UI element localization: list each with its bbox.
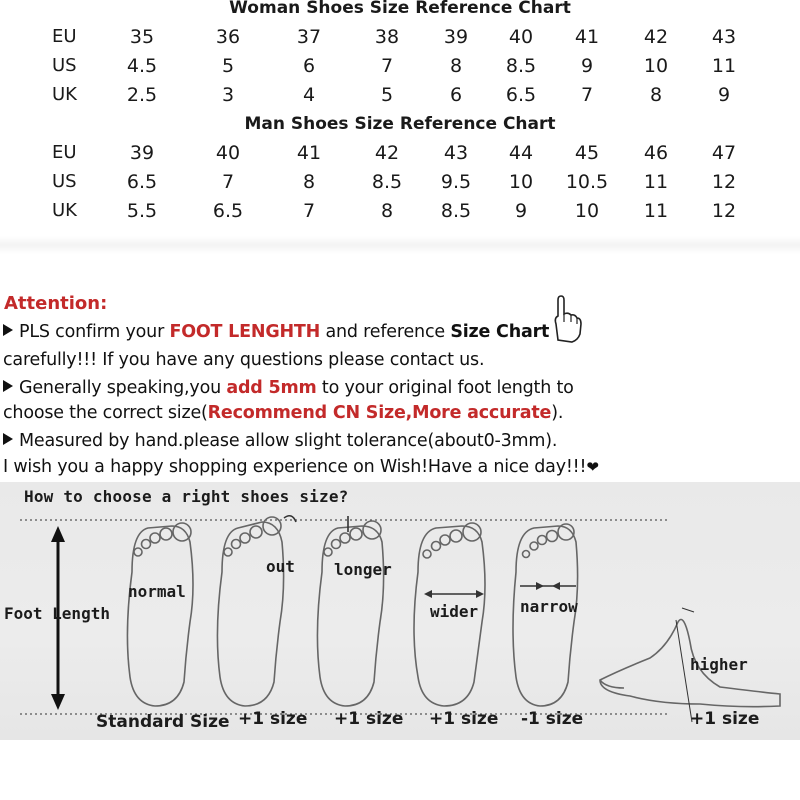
size-cell: 10 <box>574 200 600 222</box>
size-cell: 8.5 <box>505 55 537 77</box>
size-cell: 38 <box>374 26 400 48</box>
size-cell: 4 <box>302 84 316 106</box>
size-cell: 9 <box>717 84 731 106</box>
size-cell: 10 <box>643 55 669 77</box>
size-cell: 8.5 <box>440 200 472 222</box>
row-label: US <box>52 55 77 76</box>
size-cell: 5 <box>221 55 235 77</box>
attention-line-1: PLS confirm your FOOT LENGHTH and reference Size Chart <box>3 322 549 342</box>
foot-type-longer: longer <box>334 560 392 579</box>
woman-chart-title: Woman Shoes Size Reference Chart <box>229 0 571 18</box>
diagram-title: How to choose a right shoes size? <box>24 487 349 506</box>
divider <box>0 236 800 254</box>
size-cell: 45 <box>574 142 600 164</box>
size-standard: Standard Size <box>96 712 230 732</box>
triangle-bullet-icon <box>3 380 13 392</box>
woman-row-us <box>0 55 800 81</box>
row-label: UK <box>52 84 77 105</box>
woman-row-eu <box>0 26 800 52</box>
size-cell: 44 <box>508 142 534 164</box>
size-cell: 6.5 <box>126 171 158 193</box>
row-label: EU <box>52 26 77 47</box>
size-cell: 10 <box>508 171 534 193</box>
attention-line-2: carefully!!! If you have any questions please contact us. <box>3 350 485 370</box>
foot-type-out: out <box>266 557 295 576</box>
size-cell: 9.5 <box>440 171 472 193</box>
size-cell: 43 <box>443 142 469 164</box>
size-cell: 6 <box>302 55 316 77</box>
size-cell: 12 <box>711 171 737 193</box>
size-cell: 12 <box>711 200 737 222</box>
woman-row-uk <box>0 84 800 110</box>
heart-icon: ❤ <box>586 458 599 476</box>
size-cell: 2.5 <box>126 84 158 106</box>
size-cell: 7 <box>580 84 594 106</box>
size-cell: 41 <box>574 26 600 48</box>
man-row-us <box>0 171 800 197</box>
foot-type-normal: normal <box>128 582 186 601</box>
size-longer: +1 size <box>334 709 404 729</box>
size-cell: 41 <box>296 142 322 164</box>
size-cell: 43 <box>711 26 737 48</box>
size-cell: 5 <box>380 84 394 106</box>
size-cell: 47 <box>711 142 737 164</box>
attention-line-6: I wish you a happy shopping experience on Wish!Have a nice day!!!❤ <box>3 457 599 477</box>
size-cell: 7 <box>302 200 316 222</box>
size-cell: 8 <box>649 84 663 106</box>
triangle-bullet-icon <box>3 433 13 445</box>
size-cell: 9 <box>580 55 594 77</box>
size-cell: 36 <box>215 26 241 48</box>
foot-type-higher: higher <box>690 655 748 674</box>
size-cell: 7 <box>221 171 235 193</box>
size-cell: 8 <box>302 171 316 193</box>
man-row-eu <box>0 142 800 168</box>
foot-length-label: Foot Length <box>4 604 110 623</box>
foot-type-narrow: narrow <box>520 597 578 616</box>
size-cell: 42 <box>374 142 400 164</box>
size-cell: 9 <box>514 200 528 222</box>
size-cell: 35 <box>129 26 155 48</box>
size-cell: 39 <box>129 142 155 164</box>
attention-line-5: Measured by hand.please allow slight tolerance(about0-3mm). <box>3 431 557 451</box>
size-cell: 6 <box>449 84 463 106</box>
size-cell: 8.5 <box>371 171 403 193</box>
row-label: UK <box>52 200 77 221</box>
size-cell: 6.5 <box>212 200 244 222</box>
size-cell: 8 <box>380 200 394 222</box>
attention-line-3: Generally speaking,you add 5mm to your original foot length to <box>3 378 574 398</box>
triangle-bullet-icon <box>3 324 13 336</box>
size-out: +1 size <box>238 709 308 729</box>
row-label: EU <box>52 142 77 163</box>
size-cell: 42 <box>643 26 669 48</box>
attention-line-4: choose the correct size(Recommend CN Size,More accurate). <box>3 403 564 423</box>
size-cell: 6.5 <box>505 84 537 106</box>
size-higher: +1 size <box>690 709 760 729</box>
size-cell: 40 <box>508 26 534 48</box>
size-cell: 11 <box>643 171 669 193</box>
size-cell: 39 <box>443 26 469 48</box>
feet-illustration <box>0 482 800 740</box>
pointing-hand-icon <box>548 294 584 344</box>
size-cell: 10.5 <box>565 171 609 193</box>
size-cell: 3 <box>221 84 235 106</box>
size-cell: 11 <box>643 200 669 222</box>
size-cell: 7 <box>380 55 394 77</box>
size-cell: 40 <box>215 142 241 164</box>
size-cell: 37 <box>296 26 322 48</box>
size-cell: 11 <box>711 55 737 77</box>
row-label: US <box>52 171 77 192</box>
size-cell: 4.5 <box>126 55 158 77</box>
man-row-uk <box>0 200 800 226</box>
size-wider: +1 size <box>429 709 499 729</box>
size-cell: 5.5 <box>126 200 158 222</box>
size-cell: 8 <box>449 55 463 77</box>
size-narrow: -1 size <box>521 709 584 729</box>
foot-type-wider: wider <box>430 602 479 621</box>
attention-title: Attention: <box>4 293 108 314</box>
man-chart-title: Man Shoes Size Reference Chart <box>244 114 556 134</box>
size-cell: 46 <box>643 142 669 164</box>
